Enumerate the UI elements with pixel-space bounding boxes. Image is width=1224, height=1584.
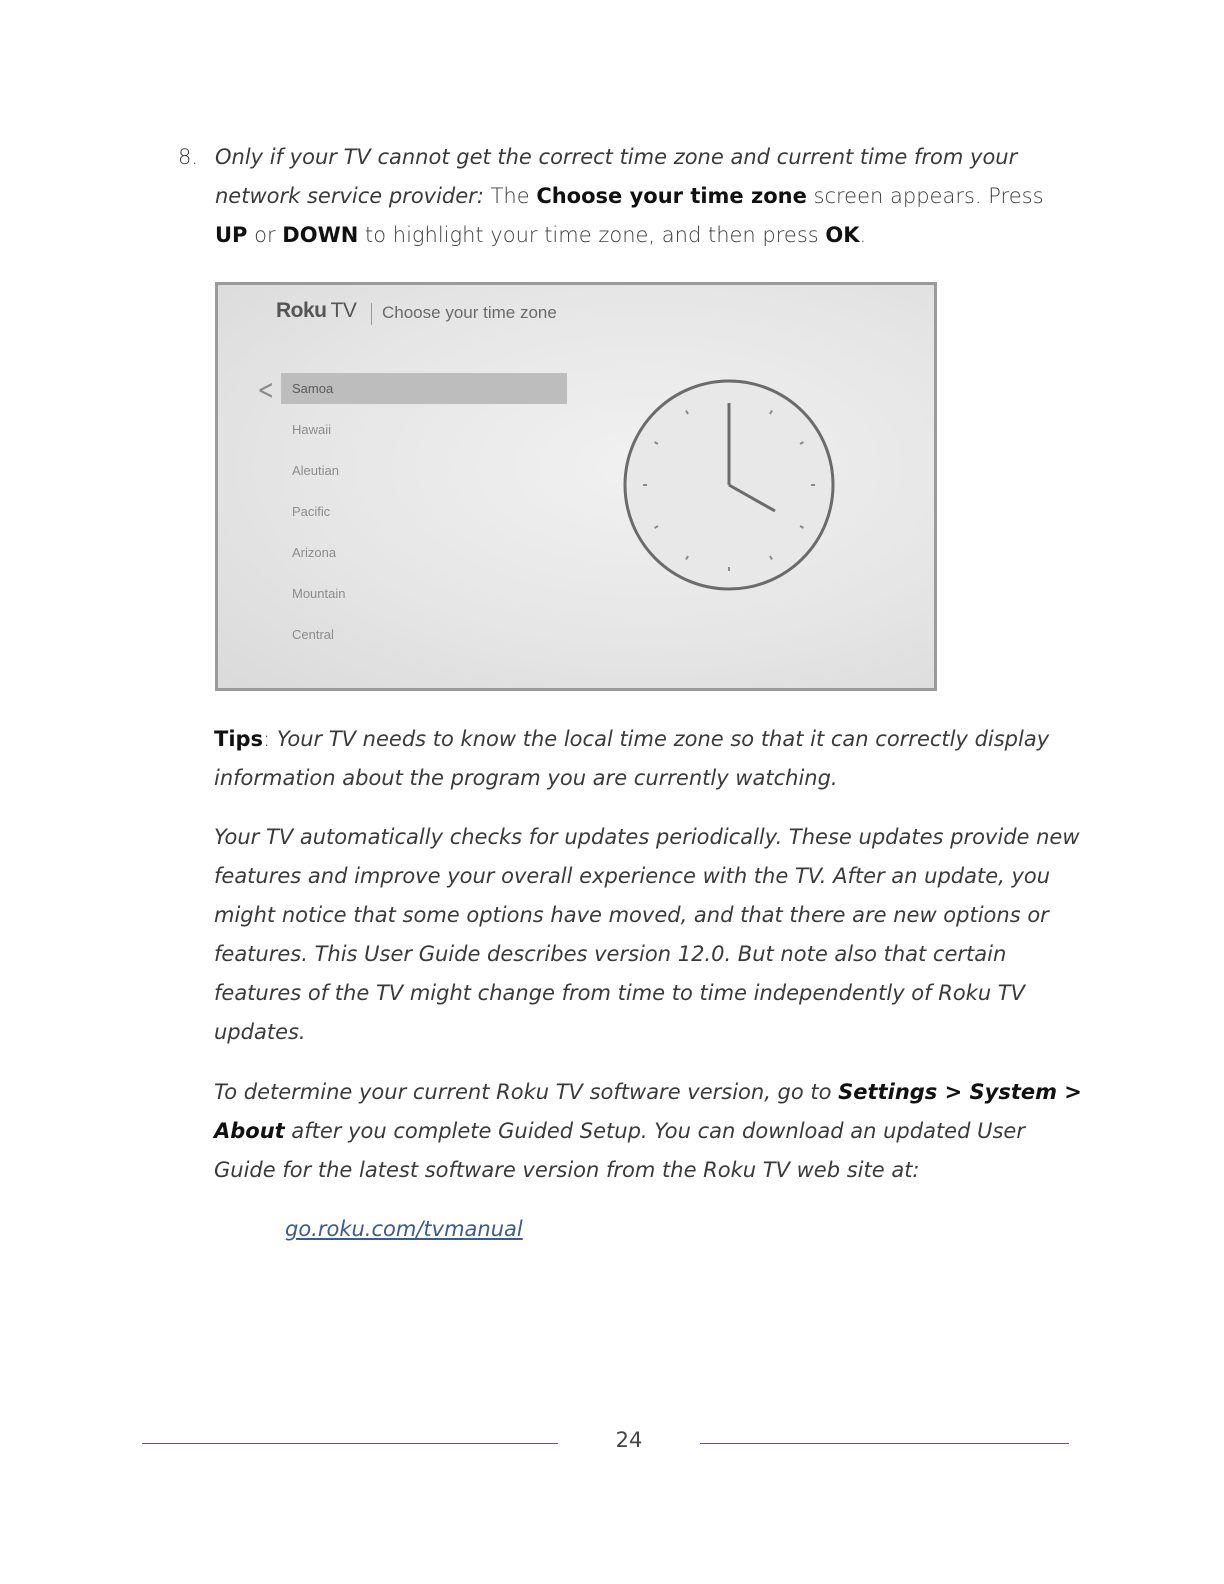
roku-tv-logo [276,299,356,323]
zone-item-central[interactable]: Central [292,627,334,642]
tips-sep: : [263,727,277,751]
back-arrow-icon[interactable]: < [257,373,274,406]
clock-icon [621,377,837,593]
page-number: 24 [615,1428,643,1452]
step-intro: Only if your TV cannot get the correct time zone and current time from your network service provider: [215,145,1018,208]
zone-item-arizona[interactable]: Arizona [292,545,337,560]
footer-rule-left [142,1443,558,1444]
zone-item-pacific[interactable]: Pacific [292,504,331,519]
zone-item-hawaii[interactable]: Hawaii [292,422,332,437]
zone-item-mountain[interactable]: Mountain [292,586,346,601]
key-ok: OK [825,223,860,247]
step-text: . [859,223,867,247]
path-settings: Settings [838,1080,938,1104]
version-text: after you complete Guided Setup. You can download an updated User Guide for the latest software version from the Roku TV web site at: [214,1119,1025,1182]
key-up: UP [215,223,248,247]
screen-title: Choose your time zone [382,303,557,322]
logo-roku: Roku [276,299,327,322]
path-sep: > [1057,1080,1082,1104]
path-sep: > [937,1080,970,1104]
footer-rule-right [700,1443,1069,1444]
version-text: To determine your current Roku TV software version, go to [214,1080,839,1104]
title-divider [371,303,372,325]
zone-item-samoa[interactable]: Samoa [281,373,567,404]
step-text: or [247,223,283,247]
step-number: 8. [178,145,199,169]
step-text: The [483,184,537,208]
step-8 [178,138,1078,255]
tips-paragraph [214,720,1084,798]
screen-name: Choose your time zone [536,184,807,208]
zone-item-aleutian[interactable]: Aleutian [292,463,339,478]
updates-paragraph: Your TV automatically checks for updates periodically. These updates provide new features and improve your overall experience with the TV. After an update, you might notice that some options have moved, and that there are new options or features. This User Guide describes version 12.0. But note also that certain features of the TV might change from time to time independently of Roku TV updates. [214,825,1080,1044]
time-zone-list [281,373,567,660]
version-paragraph [214,1073,1084,1190]
tips-text: Your TV needs to know the local time zone so that it can correctly display information about the program you are currently watching. [214,727,1050,790]
tips-label: Tips [214,727,264,751]
path-about: About [214,1119,285,1143]
step-body [215,138,1078,255]
logo-tv: TV [330,299,357,322]
time-zone-screenshot [215,282,937,691]
step-text: screen appears. Press [806,184,1044,208]
path-system: System [969,1080,1057,1104]
tv-manual-link[interactable]: go.roku.com/tvmanual [285,1217,523,1241]
step-text: to highlight your time zone, and then press [358,223,826,247]
key-down: DOWN [282,223,359,247]
